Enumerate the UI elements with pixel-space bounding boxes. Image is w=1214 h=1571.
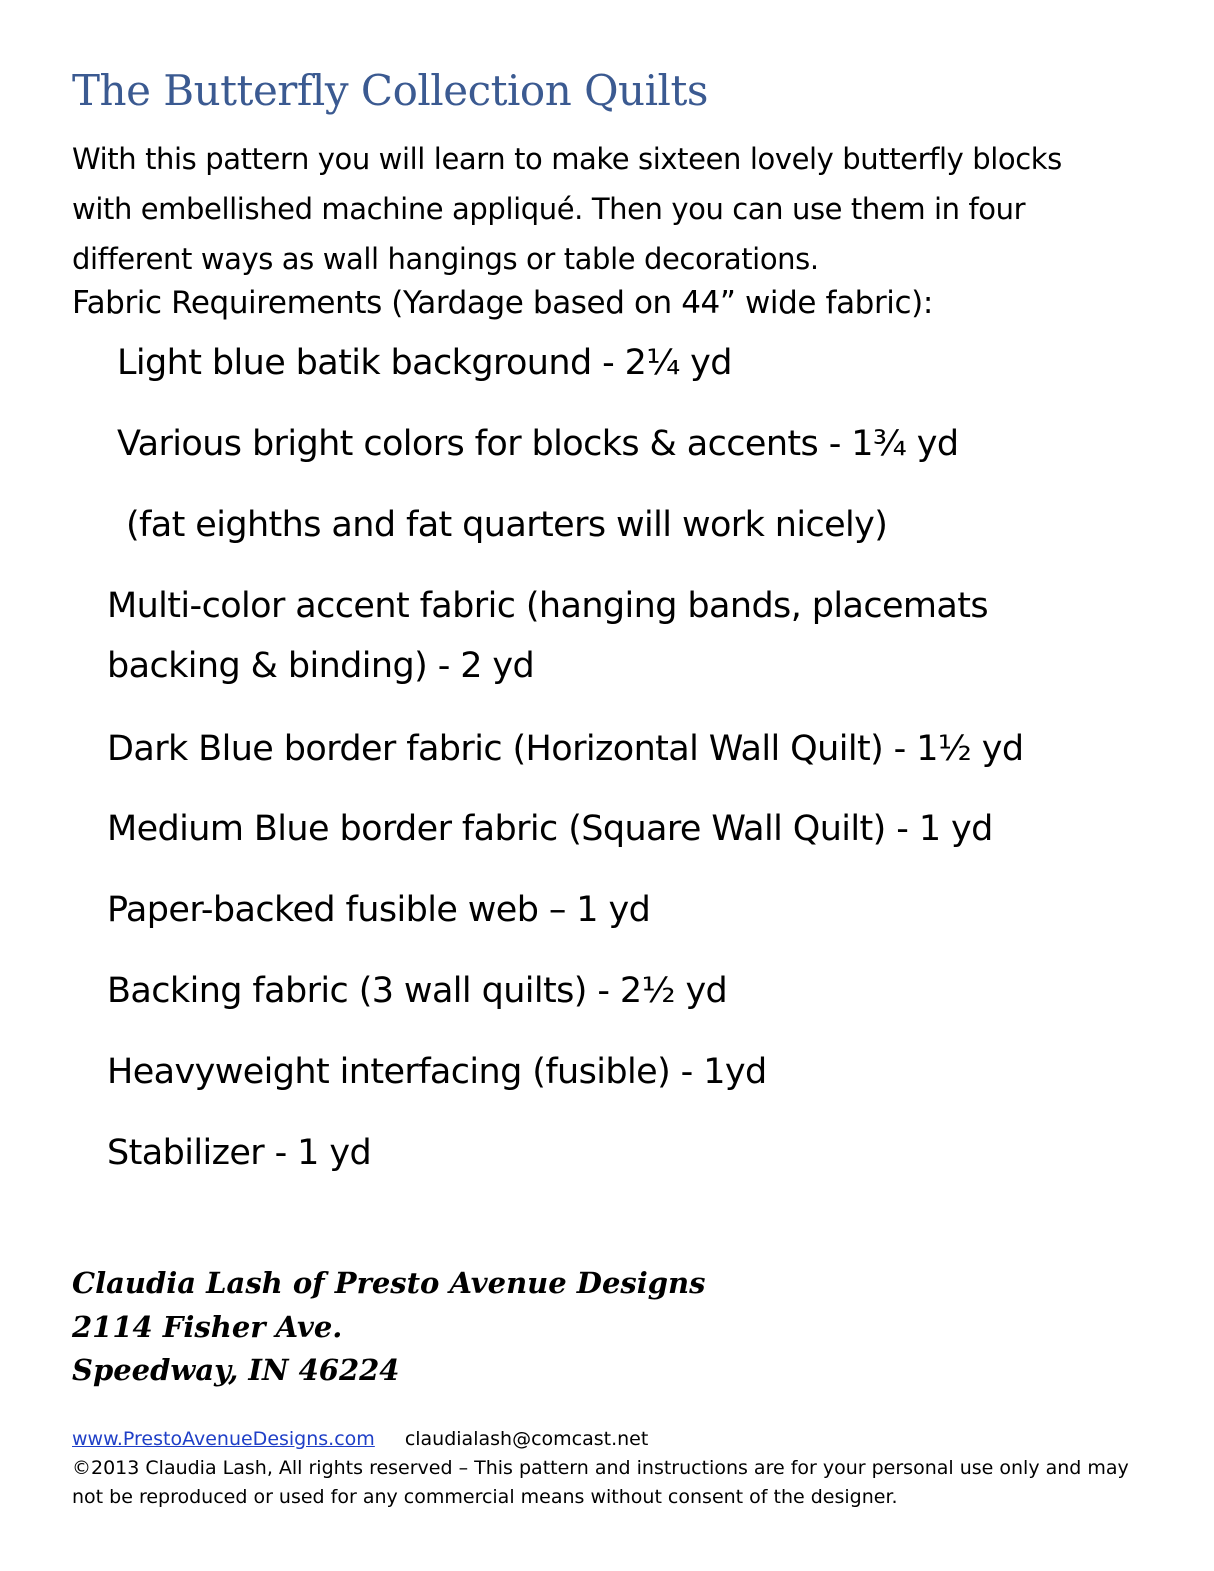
page-title: The Butterfly Collection Quilts: [72, 66, 708, 115]
intro-line: with embellished machine appliqué. Then you can use them in four: [72, 192, 1026, 226]
requirement-note: (fat eighths and fat quarters will work nicely): [126, 505, 888, 545]
requirement-item: Stabilizer - 1 yd: [107, 1133, 372, 1173]
requirement-item: Various bright colors for blocks & accents - 1¾ yd: [117, 424, 959, 464]
requirement-item: Multi-color accent fabric (hanging bands, placemats: [107, 586, 989, 626]
intro-paragraph: [72, 134, 1162, 284]
copyright-line: ©2013 Claudia Lash, All rights reserved – This pattern and instructions are for your personal use only and may: [72, 1457, 1129, 1479]
requirement-item: Dark Blue border fabric (Horizontal Wall Quilt) - 1½ yd: [107, 729, 1024, 769]
requirement-item: Light blue batik background - 2¼ yd: [117, 343, 732, 383]
copyright-line-continuation: not be reproduced or used for any commercial means without consent of the designer.: [72, 1486, 898, 1508]
contact-line: [72, 1428, 1172, 1450]
requirement-item: Paper-backed fusible web – 1 yd: [107, 890, 651, 930]
requirement-item-continuation: backing & binding) - 2 yd: [107, 646, 535, 686]
website-link[interactable]: www.PrestoAvenueDesigns.com: [72, 1428, 375, 1450]
requirement-item: Heavyweight interfacing (fusible) - 1yd: [107, 1052, 767, 1092]
designer-city: Speedway, IN 46224: [72, 1353, 400, 1387]
designer-street: 2114 Fisher Ave.: [72, 1310, 343, 1344]
email-address: claudialash@comcast.net: [404, 1428, 649, 1450]
intro-line: different ways as wall hangings or table decorations.: [72, 242, 819, 276]
requirement-item: Backing fabric (3 wall quilts) - 2½ yd: [107, 971, 728, 1011]
intro-line: With this pattern you will learn to make sixteen lovely butterfly blocks: [72, 142, 1062, 176]
requirement-item: Medium Blue border fabric (Square Wall Quilt) - 1 yd: [107, 809, 993, 849]
fabric-requirements-heading: Fabric Requirements (Yardage based on 44” wide fabric):: [72, 285, 933, 321]
designer-name: Claudia Lash of Presto Avenue Designs: [72, 1266, 706, 1300]
